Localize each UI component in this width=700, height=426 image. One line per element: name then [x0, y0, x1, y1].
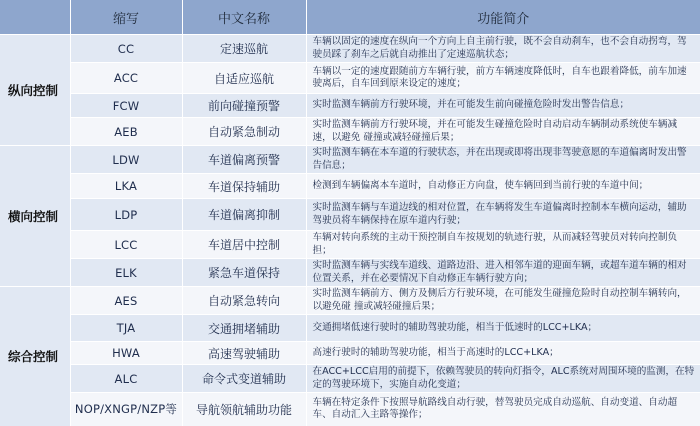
chinese-name-cell: 交通拥堵辅助 — [182, 315, 306, 342]
description-cell: 高速行驶时的辅助驾驶功能，相当于高速时的LCC+LKA； — [306, 342, 700, 365]
abbreviation-cell: TJA — [70, 315, 182, 342]
header-abbreviation: 缩写 — [70, 0, 182, 35]
abbreviation-cell: LDP — [70, 199, 182, 231]
category-label: 纵向控制 — [0, 35, 70, 146]
chinese-name-cell: 导航领航辅助功能 — [182, 393, 306, 426]
abbreviation-cell: AEB — [70, 118, 182, 146]
abbreviation-cell: LCC — [70, 231, 182, 259]
chinese-name-cell: 自动紧急制动 — [182, 118, 306, 146]
description-cell: 实时监测车辆前方、侧方及侧后方行驶环境，在可能发生碰撞危险时自动控制车辆转向，以避免碰 撞或减轻碰撞后果； — [306, 287, 700, 315]
description-cell: 实时监测车辆在本车道的行驶状态，并在出现或即将出现非驾驶意愿的车道偏离时发出警告信息； — [306, 146, 700, 174]
chinese-name-cell: 车道居中控制 — [182, 231, 306, 259]
table-body — [0, 35, 700, 426]
table-row — [0, 35, 700, 63]
category-label: 横向控制 — [0, 146, 70, 287]
table-header-row — [0, 0, 700, 35]
abbreviation-cell: FCW — [70, 94, 182, 118]
category-label: 综合控制 — [0, 287, 70, 426]
description-cell: 实时监测车辆与实线车道线、道路边沿、进入相邻车道的迎面车辆，或超车道车辆的相对位置关系，并在必要情况下自动修正车辆行驶方向； — [306, 259, 700, 287]
chinese-name-cell: 前向碰撞预警 — [182, 94, 306, 118]
header-category — [0, 0, 70, 35]
table-row — [0, 393, 700, 426]
abbreviation-cell: HWA — [70, 342, 182, 365]
description-cell: 实时监测车辆前方行驶环境，并在可能发生前向碰撞危险时发出警告信息； — [306, 94, 700, 118]
abbreviation-cell: ACC — [70, 63, 182, 94]
table-row — [0, 94, 700, 118]
table-row — [0, 342, 700, 365]
chinese-name-cell: 车道偏离抑制 — [182, 199, 306, 231]
description-cell: 车辆对转向系统的主动干预控制自车按规划的轨迹行驶，从而减轻驾驶员对转向控制负担； — [306, 231, 700, 259]
table-row — [0, 287, 700, 315]
abbreviation-cell: CC — [70, 35, 182, 63]
header-chinese-name: 中文名称 — [182, 0, 306, 35]
description-cell: 交通拥堵低速行驶时的辅助驾驶功能，相当于低速时的LCC+LKA； — [306, 315, 700, 342]
chinese-name-cell: 自适应巡航 — [182, 63, 306, 94]
abbreviation-cell: ALC — [70, 365, 182, 393]
abbreviation-cell: NOP/XNGP/NZP等 — [70, 393, 182, 426]
table-row — [0, 118, 700, 146]
chinese-name-cell: 命令式变道辅助 — [182, 365, 306, 393]
table-row — [0, 63, 700, 94]
description-cell: 检测到车辆偏离本车道时，自动修正方向盘，使车辆回到当前行驶的车道中间； — [306, 174, 700, 199]
table-row — [0, 231, 700, 259]
header-function-intro: 功能简介 — [306, 0, 700, 35]
chinese-name-cell: 自动紧急转向 — [182, 287, 306, 315]
chinese-name-cell: 紧急车道保持 — [182, 259, 306, 287]
abbreviation-cell: ELK — [70, 259, 182, 287]
description-cell: 在ACC+LCC启用的前提下，依赖驾驶员的转向灯指令，ALC系统对周围环境的监测，在特定的驾驶环境下，实施自动化变道； — [306, 365, 700, 393]
table-row — [0, 315, 700, 342]
description-cell: 实时监测车辆前方行驶环境，并在可能发生碰撞危险时自动启动车辆制动系统使车辆减速，以避免 碰撞或减轻碰撞后果； — [306, 118, 700, 146]
abbreviation-cell: AES — [70, 287, 182, 315]
table-row — [0, 199, 700, 231]
description-cell: 实时监测车辆与车道边线的相对位置，在车辆将发生车道偏离时控制本车横向运动，辅助驾驶员将车辆保持在原车道内行驶； — [306, 199, 700, 231]
description-cell: 车辆在特定条件下按照导航路线自动行驶，替驾驶员完成自动巡航、自动变道、自动超车、自动汇入主路等操作； — [306, 393, 700, 426]
abbreviation-cell: LDW — [70, 146, 182, 174]
chinese-name-cell: 高速驾驶辅助 — [182, 342, 306, 365]
abbreviation-cell: LKA — [70, 174, 182, 199]
table-row — [0, 259, 700, 287]
chinese-name-cell: 定速巡航 — [182, 35, 306, 63]
table-row — [0, 146, 700, 174]
description-cell: 车辆以固定的速度在纵向一个方向上自主前行驶，既不会自动刹车，也不会自动拐弯，驾驶员踩了刹车之后就自动推出了定速巡航状态； — [306, 35, 700, 63]
table-row — [0, 174, 700, 199]
description-cell: 车辆以一定的速度跟随前方车辆行驶，前方车辆速度降低时，自车也跟着降低，前车加速驶离后，自车回到原来设定的速度； — [306, 63, 700, 94]
chinese-name-cell: 车道偏离预警 — [182, 146, 306, 174]
chinese-name-cell: 车道保持辅助 — [182, 174, 306, 199]
table-row — [0, 365, 700, 393]
